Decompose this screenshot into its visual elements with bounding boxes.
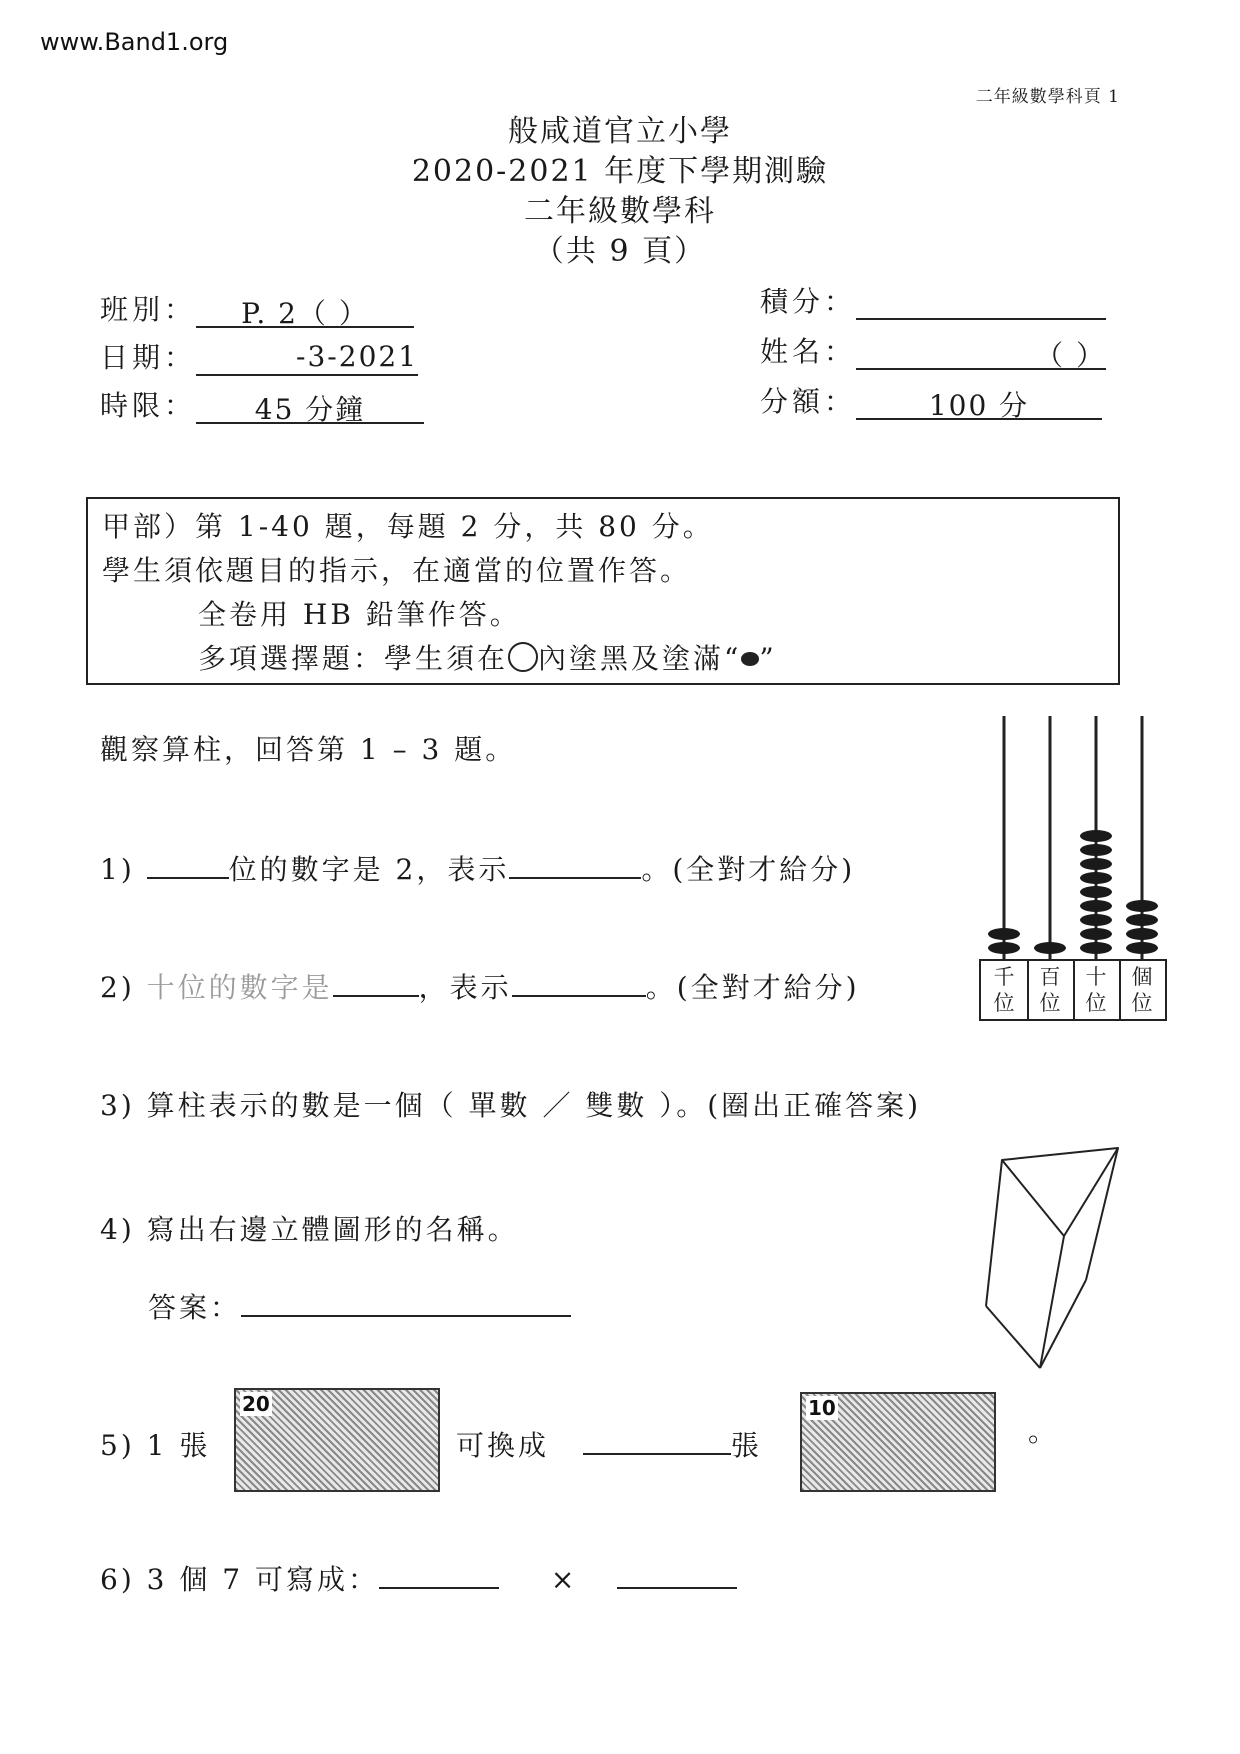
instruction-line-1: 甲部）第 1-40 題，每題 2 分，共 80 分。: [102, 510, 714, 543]
q5-middle: [456, 1424, 762, 1464]
filled-bubble-icon: [741, 652, 759, 666]
q5-blank[interactable]: [583, 1425, 731, 1455]
ten-dollar-note-image: [800, 1392, 996, 1492]
instruction-line-4c: ”: [759, 642, 777, 675]
question-1: [100, 848, 855, 888]
abacus-bead: [1080, 886, 1112, 898]
abacus-bead: [1080, 844, 1112, 856]
abacus-bead: [1126, 900, 1158, 912]
time-label: 時限：: [100, 389, 197, 422]
q2-text-b: ，表示: [418, 971, 512, 1004]
q2-blank-value[interactable]: [512, 967, 646, 997]
prism-bottom-edge-2: [1040, 1280, 1086, 1368]
abacus-bead: [1126, 942, 1158, 954]
name-value[interactable]: （ ）: [856, 334, 1106, 370]
abacus-bead: [1080, 914, 1112, 926]
abacus-bead: [1034, 942, 1066, 954]
question-6: [100, 1558, 737, 1598]
instruction-line-4a: 多項選擇題：學生須在: [198, 642, 509, 675]
q2-blank-digit[interactable]: [333, 967, 419, 997]
abacus-place-label: 位: [993, 991, 1015, 1015]
q5-period: 。: [1028, 1415, 1060, 1448]
score-label: 積分：: [760, 285, 857, 318]
instruction-line-2: 學生須依題目的指示，在適當的位置作答。: [102, 554, 692, 587]
name-label: 姓名：: [760, 335, 857, 368]
abacus-bead: [1080, 928, 1112, 940]
q6-blank-2[interactable]: [617, 1559, 737, 1589]
watermark: www.Band1.org: [40, 28, 229, 56]
abacus-place-label: 位: [1085, 991, 1107, 1015]
q5-text-b: 可換成: [456, 1429, 550, 1462]
bill-20-label: 20: [242, 1392, 270, 1416]
marks-value: 100 分: [856, 384, 1102, 420]
abacus-bead: [988, 942, 1020, 954]
prism-edge-back: [1086, 1148, 1118, 1280]
question-2: [100, 966, 860, 1006]
q2-number: 2): [100, 971, 135, 1004]
abacus-bead: [1080, 942, 1112, 954]
abacus-place-label: 十: [1085, 965, 1107, 989]
class-label: 班別：: [100, 293, 197, 326]
q5-text-c: 張: [730, 1429, 762, 1462]
instruction-line-4: [198, 637, 777, 677]
q4-answer-row: [148, 1286, 571, 1326]
q6-blank-1[interactable]: [379, 1559, 499, 1589]
page-number: 二年級數學科頁 1: [975, 87, 1120, 107]
q4-answer-label: 答案：: [148, 1291, 242, 1324]
prism-edge-front: [1040, 1236, 1064, 1368]
abacus-place-label: 個: [1131, 965, 1153, 989]
page-count: （共 9 頁）: [533, 234, 707, 269]
abacus-place-label: 百: [1039, 965, 1061, 989]
abacus-bead: [1080, 830, 1112, 842]
date-field: [100, 336, 418, 376]
abacus-bead: [1126, 928, 1158, 940]
school-name: 般咸道官立小學: [508, 114, 732, 149]
q4-text: 寫出右邊立體圖形的名稱。: [146, 1213, 519, 1246]
date-label: 日期：: [100, 341, 197, 374]
q1-number: 1): [100, 853, 135, 886]
q1-blank-value[interactable]: [509, 849, 641, 879]
abacus-bead: [1126, 914, 1158, 926]
prism-bottom-edge-1: [986, 1306, 1040, 1368]
class-value[interactable]: P. 2（ ）: [196, 292, 414, 328]
instruction-box: [86, 497, 1120, 685]
exam-title: 2020-2021 年度下學期測驗: [411, 154, 829, 189]
empty-circle-icon: [508, 642, 538, 672]
q2-text-a: 十位的數字是: [146, 971, 333, 1004]
abacus-rods: [1004, 716, 1142, 960]
q1-text-a: 位的數字是 2，表示: [228, 853, 510, 886]
prism-edge-left: [986, 1160, 1002, 1306]
name-field: [760, 330, 1106, 370]
q3-number: 3): [100, 1089, 135, 1122]
triangular-prism-figure: [980, 1140, 1128, 1376]
q6-number: 6): [100, 1563, 135, 1596]
time-field: [100, 384, 424, 424]
abacus-intro: 觀察算柱，回答第 1 – 3 題。: [100, 733, 517, 766]
abacus-bead: [1080, 900, 1112, 912]
q4-number: 4): [100, 1213, 135, 1246]
subject-title: 二年級數學科: [524, 194, 716, 229]
abacus-bead: [988, 928, 1020, 940]
abacus-place-label: 位: [1039, 991, 1061, 1015]
question-3: [100, 1084, 921, 1124]
q6-text-a: 3 個 7 可寫成：: [146, 1563, 379, 1596]
time-value: 45 分鐘: [196, 388, 424, 424]
twenty-dollar-note-image: [234, 1388, 440, 1492]
abacus-place-label: 位: [1131, 991, 1153, 1015]
date-value[interactable]: -3-2021: [196, 340, 418, 376]
instruction-line-4b: 內塗黑及塗滿“: [538, 642, 742, 675]
q5-start: [100, 1424, 210, 1464]
class-field: [100, 288, 414, 328]
q3-text[interactable]: 算柱表示的數是一個（ 單數 ／ 雙數 ）。(圈出正確答案): [146, 1089, 922, 1122]
abacus-bead: [1080, 858, 1112, 870]
marks-field: [760, 380, 1102, 420]
abacus-beads: [988, 830, 1158, 954]
title-block: [0, 112, 1240, 272]
q2-text-c: 。(全對才給分): [645, 971, 860, 1004]
abacus-bead: [1080, 872, 1112, 884]
question-4: [100, 1208, 519, 1248]
q6-times-sign: ×: [550, 1563, 578, 1596]
abacus-diagram: [970, 716, 1180, 1024]
score-value[interactable]: [856, 284, 1106, 320]
instruction-line-3: 全卷用 HB 鉛筆作答。: [198, 598, 521, 631]
q5-text-a: 1 張: [146, 1429, 211, 1462]
score-field: [760, 280, 1106, 320]
q1-text-b: 。(全對才給分): [641, 853, 856, 886]
q1-blank-place[interactable]: [147, 849, 229, 879]
marks-label: 分額：: [760, 385, 857, 418]
bill-10-label: 10: [808, 1396, 836, 1420]
abacus-place-label: 千: [993, 965, 1015, 989]
q5-number: 5): [100, 1429, 135, 1462]
q4-answer-blank[interactable]: [241, 1287, 571, 1317]
